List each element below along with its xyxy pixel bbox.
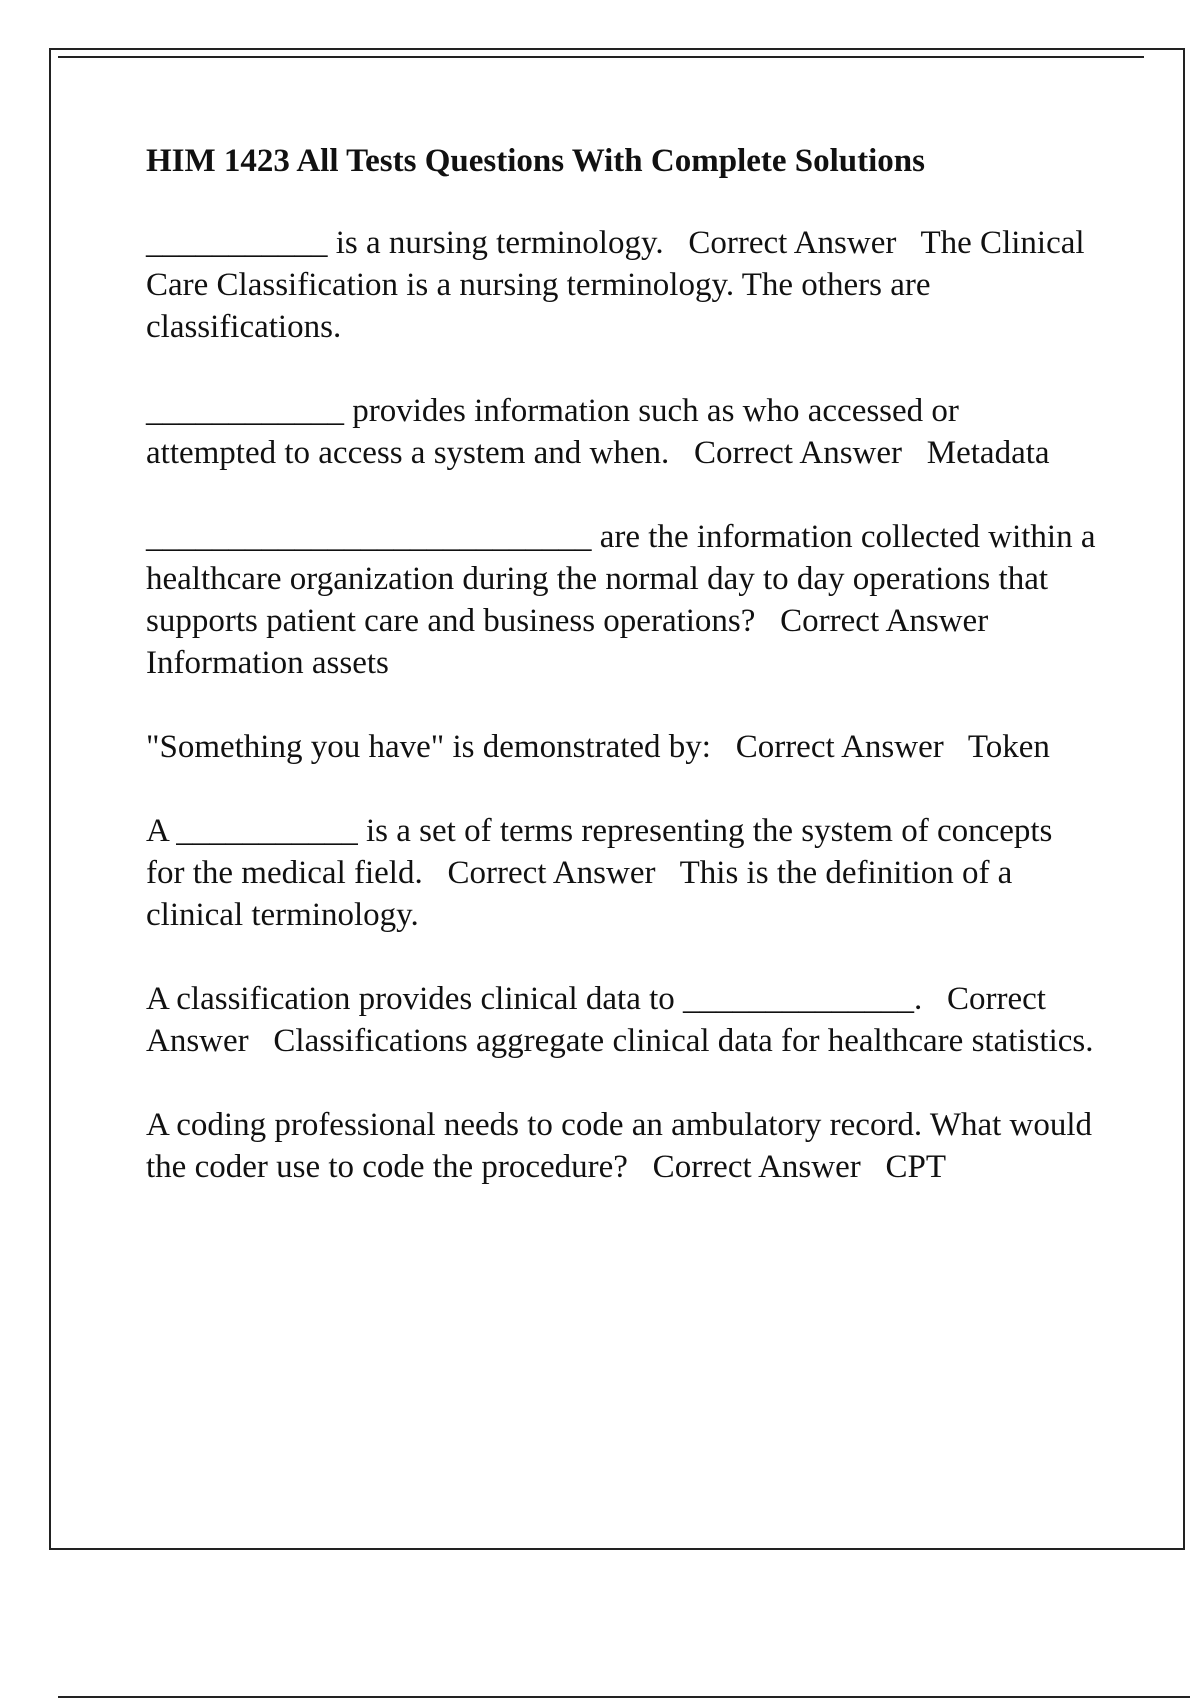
bottom-rule [58, 1696, 1190, 1698]
document-title: HIM 1423 All Tests Questions With Complete Solutions [146, 143, 925, 179]
qa-item-7: A coding professional needs to code an ambulatory record. What would the coder use to code the procedure? Correct Answer CPT [146, 1107, 1101, 1185]
qa-item-4: "Something you have" is demonstrated by: Correct Answer Token [146, 729, 1050, 765]
document-body [146, 140, 1104, 1230]
qa-item-3: ___________________________ are the information collected within a healthcare organization during the normal day to day operations that supports patient care and business operations? Correct Answer Information assets [146, 519, 1104, 681]
qa-item-5: A ___________ is a set of terms representing the system of concepts for the medical field. Correct Answer This is the definition of a clinical terminology. [146, 813, 1061, 933]
qa-item-1: ___________ is a nursing terminology. Correct Answer The Clinical Care Classification is a nursing terminology. The others are classifications. [146, 225, 1093, 345]
qa-item-6: A classification provides clinical data to ______________. Correct Answer Classifications aggregate clinical data for healthcare statistics. [146, 981, 1094, 1059]
qa-item-2: ____________ provides information such as who accessed or attempted to access a system and when. Correct Answer Metadata [146, 393, 1050, 471]
top-rule [58, 56, 1144, 58]
